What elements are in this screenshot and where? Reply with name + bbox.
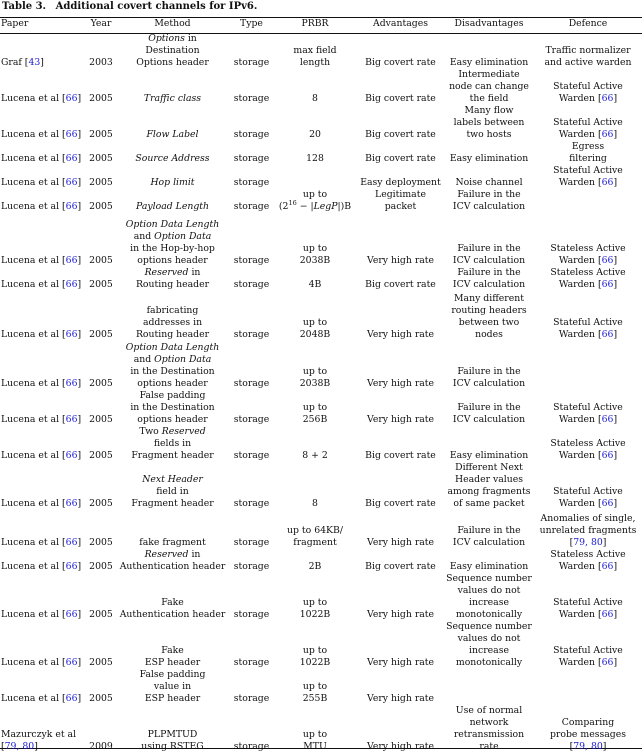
header-row (0, 18, 642, 33)
table-row (0, 426, 642, 462)
cell-prbr (273, 165, 357, 189)
cell-type: storage (233, 57, 270, 68)
cell-paper: Lucena et al [66] (1, 201, 82, 212)
cell-advantages: Very high rate (366, 414, 435, 425)
cell-prbr: up to 2048B (299, 317, 331, 340)
cell-year: 2005 (89, 414, 113, 425)
cell-disadvantages: Failure in the ICV calculation (452, 366, 526, 389)
cell-paper: Lucena et al [66] (1, 329, 82, 340)
cell-type: storage (233, 329, 270, 340)
cell-advantages: Very high rate (366, 657, 435, 668)
cell-paper: Lucena et al [66] (1, 609, 82, 620)
cell-year: 2005 (89, 450, 113, 461)
cell-type: storage (233, 378, 270, 389)
cell-type: storage (233, 414, 270, 425)
cell-year: 2005 (89, 201, 113, 212)
cell-disadvantages: Easy elimination (449, 561, 529, 572)
cell-method: Hop limit (150, 177, 195, 188)
cell-method: fake fragment (139, 537, 206, 548)
cell-type: storage (233, 450, 270, 461)
cell-year: 2005 (89, 279, 113, 290)
cell-disadvantages: Different Next Header values among fragments of same packet (447, 462, 531, 509)
cell-prbr: up to 64KB/ fragment (287, 525, 343, 548)
cell-year: 2003 (89, 57, 113, 68)
cell-advantages: Big covert rate (365, 279, 436, 290)
table-row (0, 549, 642, 573)
cell-method: Flow Label (146, 129, 199, 140)
cell-method: Fake Authentication header (119, 597, 226, 620)
table-row (0, 573, 642, 621)
cell-advantages: Big covert rate (365, 57, 436, 68)
cell-paper: Lucena et al [66] (1, 537, 82, 548)
cell-advantages: Very high rate (366, 741, 435, 752)
cell-advantages: Very high rate (366, 537, 435, 548)
cell-type: storage (233, 279, 270, 290)
cell-defence: Stateless Active Warden [66] (550, 243, 626, 266)
table-row (0, 621, 642, 669)
table-row (0, 267, 642, 291)
cell-type: storage (233, 609, 270, 620)
cell-disadvantages (444, 669, 534, 705)
cell-defence: Stateful Active Warden [66] (553, 165, 623, 188)
header-method: Method (154, 18, 191, 29)
cell-year: 2005 (89, 153, 113, 164)
cell-disadvantages: Intermediate node can change the field (449, 69, 529, 104)
cell-year: 2005 (89, 693, 113, 704)
cell-prbr: up to 1022B (299, 597, 331, 620)
cell-prbr: 4B (308, 279, 322, 290)
cell-advantages: Very high rate (366, 255, 435, 266)
cell-paper: Graf [43] (1, 57, 44, 68)
cell-year: 2005 (89, 93, 113, 104)
cell-defence: Stateful Active Warden [66] (553, 317, 623, 340)
cell-disadvantages: Many different routing headers between two nodes (451, 293, 527, 340)
cell-advantages: Big covert rate (365, 498, 436, 509)
cell-advantages: Big covert rate (365, 129, 436, 140)
cell-type: storage (233, 129, 270, 140)
cell-disadvantages: Failure in the ICV calculation (452, 525, 526, 548)
table-row (0, 165, 642, 189)
cell-method: Options in Destination Options header (136, 33, 209, 68)
cell-paper: Lucena et al [66] (1, 450, 82, 461)
cell-prbr: up to 256B (302, 402, 328, 425)
cell-defence: Stateful Active Warden [66] (553, 81, 623, 104)
header-defence: Defence (568, 18, 608, 29)
cell-type: storage (233, 741, 270, 752)
cell-advantages: Very high rate (366, 693, 435, 704)
header-prbr: PRBR (301, 18, 329, 29)
cell-method: Fake ESP header (144, 645, 201, 668)
cell-prbr: up to 2038B (299, 366, 331, 389)
cell-method: Reserved in Routing header (135, 267, 210, 290)
cell-paper: Lucena et al [66] (1, 279, 82, 290)
cell-method: Option Data Length and Option Data in the Hop-by-hop options header (125, 219, 220, 266)
table-row (0, 213, 642, 267)
cell-paper: Mazurczyk et al [79, 80] (1, 729, 77, 752)
cell-year: 2005 (89, 657, 113, 668)
cell-type: storage (233, 93, 270, 104)
covert-channels-table (0, 18, 642, 753)
cell-method: Reserved in Authentication header (119, 549, 226, 572)
cell-type: storage (233, 255, 270, 266)
table-row (0, 462, 642, 510)
cell-method: fabricating addresses in Routing header (135, 305, 210, 340)
cell-year: 2005 (89, 129, 113, 140)
cell-prbr: 128 (306, 153, 324, 164)
cell-disadvantages: Failure in the ICV calculation (452, 267, 526, 290)
cell-defence: Stateful Active Warden [66] (553, 402, 623, 425)
cell-defence: Stateful Active Warden [66] (553, 645, 623, 668)
cell-defence: Stateless Active Warden [66] (550, 438, 626, 461)
cell-paper: Lucena et al [66] (1, 255, 82, 266)
cell-method: Source Address (135, 153, 210, 164)
cell-disadvantages: Failure in the ICV calculation (452, 243, 526, 266)
table-row (0, 141, 642, 165)
cell-year: 2005 (89, 255, 113, 266)
cell-year: 2005 (89, 378, 113, 389)
cell-year: 2009 (89, 741, 113, 752)
cell-year: 2005 (89, 498, 113, 509)
table-row (0, 390, 642, 426)
cell-advantages: Big covert rate (365, 153, 436, 164)
header-type: Type (240, 18, 263, 29)
table-row (0, 705, 642, 753)
cell-type: storage (233, 153, 270, 164)
cell-disadvantages: Sequence number values do not increase monotonically (446, 573, 532, 620)
cell-disadvantages: Easy elimination (449, 450, 529, 461)
table-row (0, 33, 642, 69)
cell-defence (534, 669, 642, 705)
cell-type: storage (233, 537, 270, 548)
cell-year: 2005 (89, 329, 113, 340)
cell-disadvantages: Many flow labels between two hosts (453, 105, 525, 140)
cell-paper: Lucena et al [66] (1, 561, 82, 572)
cell-paper: Lucena et al [66] (1, 177, 82, 188)
cell-type: storage (233, 657, 270, 668)
cell-paper: Lucena et al [66] (1, 657, 82, 668)
header-disadvantages: Disadvantages (454, 18, 524, 29)
table-row (0, 69, 642, 105)
cell-defence: Traffic normalizer and active warden (544, 45, 632, 68)
cell-advantages: Big covert rate (365, 450, 436, 461)
cell-prbr: up to ($2^{16}$ − |LegP|)B (278, 189, 352, 212)
cell-paper: Lucena et al [66] (1, 378, 82, 389)
cell-defence: Egress filtering (569, 141, 607, 164)
cell-paper: Lucena et al [66] (1, 498, 82, 509)
cell-type: storage (233, 201, 270, 212)
caption-title: Additional covert channels for IPv6. (55, 1, 258, 12)
cell-disadvantages: Noise channel (455, 177, 523, 188)
cell-disadvantages: Failure in the ICV calculation (452, 402, 526, 425)
cell-prbr: 8 (312, 498, 318, 509)
cell-year: 2005 (89, 177, 113, 188)
cell-prbr: 20 (309, 129, 321, 140)
cell-type: storage (233, 498, 270, 509)
cell-prbr: up to 1022B (299, 645, 331, 668)
cell-year: 2005 (89, 561, 113, 572)
cell-disadvantages: Sequence number values do not increase monotonically (446, 621, 532, 668)
cell-defence: Comparing probe messages [79, 80] (549, 717, 627, 752)
cell-defence: Stateless Active Warden [66] (550, 267, 626, 290)
cell-type: storage (233, 693, 270, 704)
table-row (0, 105, 642, 141)
cell-disadvantages: Easy elimination (449, 57, 529, 68)
cell-type: storage (233, 177, 270, 188)
cell-advantages: Very high rate (366, 378, 435, 389)
cell-method: Option Data Length and Option Data in the Destination options header (125, 342, 220, 389)
cell-paper: Lucena et al [66] (1, 414, 82, 425)
table-row (0, 510, 642, 549)
cell-prbr: 2B (308, 561, 322, 572)
cell-method: False padding value in ESP header (139, 669, 206, 704)
table-caption (2, 0, 257, 14)
cell-defence: Stateful Active Warden [66] (553, 597, 623, 620)
cell-prbr: 8 + 2 (302, 450, 328, 461)
cell-advantages: Very high rate (366, 609, 435, 620)
cell-defence (534, 189, 642, 213)
cell-prbr: up to MTU (302, 729, 328, 752)
caption-number: Table 3. (2, 1, 47, 12)
cell-disadvantages: Failure in the ICV calculation (452, 189, 526, 212)
cell-defence: Anomalies of single, unrelated fragments [79, 80] (539, 513, 637, 548)
cell-paper: Lucena et al [66] (1, 153, 82, 164)
cell-prbr: up to 255B (302, 681, 328, 704)
cell-advantages: Big covert rate (365, 561, 436, 572)
cell-defence (534, 341, 642, 390)
cell-advantages: Very high rate (366, 329, 435, 340)
cell-paper: Lucena et al [66] (1, 693, 82, 704)
cell-paper: Lucena et al [66] (1, 129, 82, 140)
header-paper: Paper (1, 18, 29, 29)
cell-prbr: max field length (293, 45, 337, 68)
cell-disadvantages: Easy elimination (449, 153, 529, 164)
table-row (0, 341, 642, 390)
cell-year: 2005 (89, 609, 113, 620)
cell-year: 2005 (89, 537, 113, 548)
cell-prbr: 8 (312, 93, 318, 104)
cell-paper: Lucena et al [66] (1, 93, 82, 104)
cell-method: Traffic class (143, 93, 202, 104)
header-advantages: Advantages (373, 18, 428, 29)
cell-method: PLPMTUD using RSTEG (141, 729, 204, 752)
table-row (0, 291, 642, 341)
cell-method: Next Header field in Fragment header (131, 474, 214, 509)
cell-method: Payload Length (136, 201, 209, 212)
cell-method: Two Reserved fields in Fragment header (131, 426, 214, 461)
cell-advantages: Legitimate packet (375, 189, 426, 212)
header-year: Year (90, 18, 112, 29)
cell-defence: Stateful Active Warden [66] (553, 117, 623, 140)
cell-advantages: Big covert rate (365, 93, 436, 104)
table-row (0, 669, 642, 705)
cell-advantages: Easy deployment (360, 177, 441, 188)
cell-type: storage (233, 561, 270, 572)
table-body (0, 33, 642, 753)
cell-disadvantages: Use of normal network retransmission rate (453, 705, 525, 752)
table-row (0, 189, 642, 213)
cell-defence: Stateful Active Warden [66] (553, 486, 623, 509)
cell-prbr: up to 2038B (299, 243, 331, 266)
cell-defence: Stateless Active Warden [66] (550, 549, 626, 572)
cell-method: False padding in the Destination options header (130, 390, 215, 425)
